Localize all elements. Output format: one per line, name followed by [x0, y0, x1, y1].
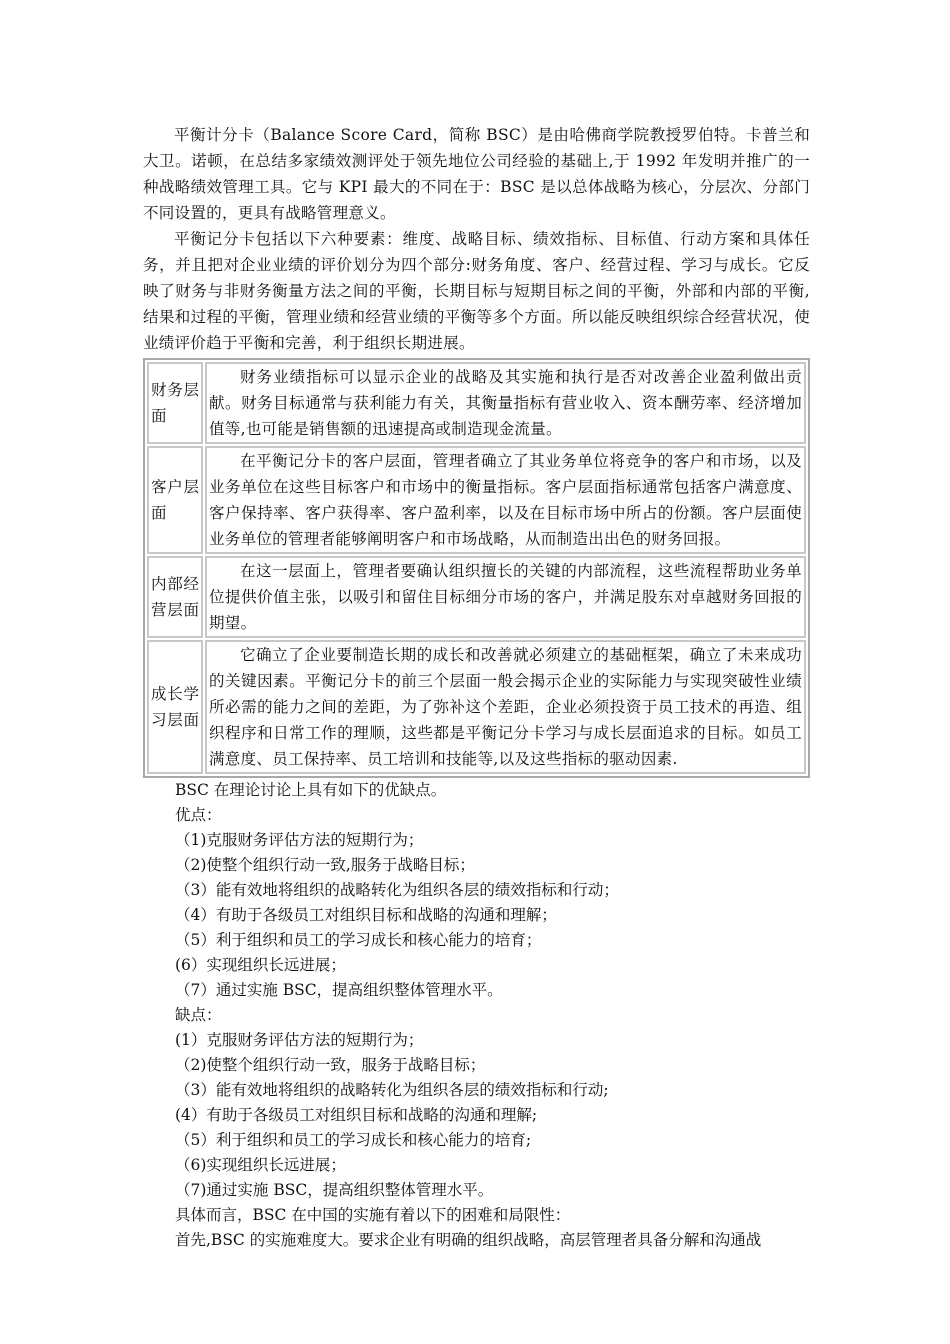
list-item: （2)使整个组织行动一致，服务于战略目标；: [175, 1056, 486, 1074]
layer-description: 在这一层面上，管理者要确认组织擅长的关键的内部流程，这些流程帮助业务单位提供价值主张，以吸引和留住目标细分市场的客户，并满足股东对卓越财务回报的期望。: [205, 556, 806, 638]
list-item: （5）利于组织和员工的学习成长和核心能力的培育；: [175, 931, 542, 949]
list-item: （4）有助于各级员工对组织目标和战略的沟通和理解；: [175, 906, 557, 924]
pros-title: 优点：: [175, 806, 222, 824]
table-row: [147, 556, 806, 638]
list-item: (4）有助于各级员工对组织目标和战略的沟通和理解;: [175, 1106, 538, 1124]
list-item: （7)通过实施 BSC，提高组织整体管理水平。: [175, 1181, 494, 1199]
intro-paragraph-2: 平衡记分卡包括以下六种要素：维度、战略目标、绩效指标、目标值、行动方案和具体任务，并且把对企业业绩的评价划分为四个部分:财务角度、客户、经营过程、学习与成长。它反映了财务与非财务衡量方法之间的平衡，长期目标与短期目标之间的平衡，外部和内部的平衡,结果和过程的平衡，管理业绩和经营业绩的平衡等多个方面。所以能反映组织综合经营状况，使业绩评价趋于平衡和完善，利于组织长期进展。: [143, 230, 810, 352]
layer-label: 客户层面: [147, 446, 203, 554]
evaluation-section: [143, 778, 810, 1253]
table-row: [147, 446, 806, 554]
document-page: [143, 122, 810, 1253]
list-item: （7）通过实施 BSC，提高组织整体管理水平。: [175, 981, 503, 999]
list-item: （1)克服财务评估方法的短期行为；: [175, 831, 424, 849]
layer-description: 财务业绩指标可以显示企业的战略及其实施和执行是否对改善企业盈利做出贡献。财务目标通常与获利能力有关，其衡量指标有营业收入、资本酬劳率、经济增加值等,也可能是销售额的迅速提高或制造现金流量。: [205, 362, 806, 444]
china-first-point: 首先,BSC 的实施难度大。要求企业有明确的组织战略，高层管理者具备分解和沟通战: [175, 1231, 762, 1249]
list-item: （3）能有效地将组织的战略转化为组织各层的绩效指标和行动;: [175, 1081, 609, 1099]
table-row: [147, 362, 806, 444]
list-item: （5）利于组织和员工的学习成长和核心能力的培育;: [175, 1131, 532, 1149]
list-item: （2)使整个组织行动一致,服务于战略目标；: [175, 856, 475, 874]
cons-title: 缺点：: [175, 1006, 222, 1024]
layer-label: 财务层面: [147, 362, 203, 444]
china-lead: 具体而言，BSC 在中国的实施有着以下的困难和局限性：: [175, 1206, 571, 1224]
layer-label: 内部经营层面: [147, 556, 203, 638]
list-item: (6）实现组织长远进展；: [175, 956, 346, 974]
list-item: (1）克服财务评估方法的短期行为；: [175, 1031, 424, 1049]
layer-description: 在平衡记分卡的客户层面，管理者确立了其业务单位将竞争的客户和市场，以及业务单位在这些目标客户和市场中的衡量指标。客户层面指标通常包括客户满意度、客户保持率、客户获得率、客户盈利率，以及在目标市场中所占的份额。客户层面使业务单位的管理者能够阐明客户和市场战略，从而制造出出色的财务回报。: [205, 446, 806, 554]
table-row: [147, 640, 806, 774]
layer-label: 成长学习层面: [147, 640, 203, 774]
layer-description: 它确立了企业要制造长期的成长和改善就必须建立的基础框架，确立了未来成功的关键因素。平衡记分卡的前三个层面一般会揭示企业的实际能力与实现突破性业绩所必需的能力之间的差距，为了弥补这个差距，企业必须投资于员工技术的再造、组织程序和日常工作的理顺，这些都是平衡记分卡学习与成长层面追求的目标。如员工满意度、员工保持率、员工培训和技能等,以及这些指标的驱动因素.: [205, 640, 806, 774]
evaluation-lead: BSC 在理论讨论上具有如下的优缺点。: [175, 781, 447, 799]
intro-paragraph-1: 平衡计分卡（Balance Score Card，简称 BSC）是由哈佛商学院教授罗伯特。卡普兰和大卫。诺顿，在总结多家绩效测评处于领先地位公司经验的基础上,于 1992 年发明并推广的一种战略绩效管理工具。它与 KPI 最大的不同在于：BSC 是以总体战略为核心，分层次、分部门不同设置的，更具有战略管理意义。: [143, 126, 810, 222]
list-item: （6)实现组织长远进展；: [175, 1156, 346, 1174]
list-item: （3）能有效地将组织的战略转化为组织各层的绩效指标和行动；: [175, 881, 619, 899]
bsc-layers-table: [143, 358, 810, 778]
